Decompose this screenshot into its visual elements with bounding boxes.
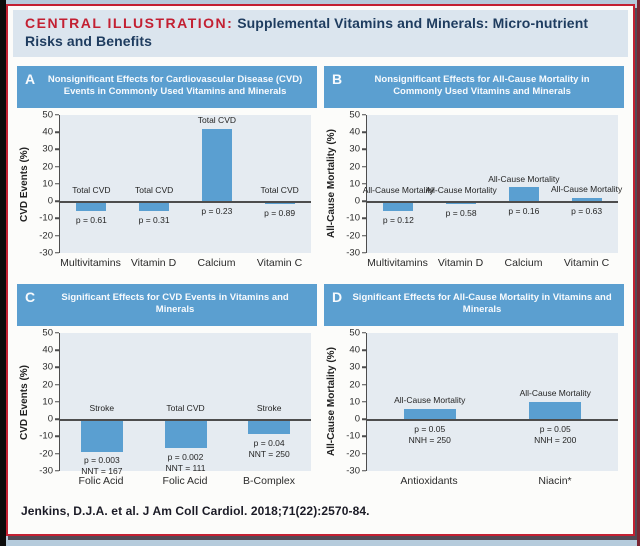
bar (248, 421, 290, 435)
y-tick-label: -10 (39, 430, 53, 442)
bar (265, 203, 295, 205)
bar-stat-label: p = 0.31 (138, 214, 170, 225)
category-label: Calcium (504, 256, 543, 269)
bar-stat-label: p = 0.003 NNT = 167 (81, 455, 123, 477)
y-tick-label: -10 (39, 212, 53, 224)
panel-d-title: Significant Effects for All-Cause Mortality in Vitamins and Minerals (352, 291, 612, 316)
y-axis-ticks (339, 327, 366, 477)
y-tick-label: 0 (47, 195, 53, 207)
plot-area (366, 333, 618, 471)
y-tick-label: -30 (346, 247, 360, 259)
bar (383, 203, 413, 212)
chart-main (339, 327, 624, 493)
y-tick-label: -30 (39, 247, 53, 259)
bar-label: All-Cause Mortality (362, 185, 435, 196)
chart-main (32, 109, 317, 275)
category-label: Vitamin D (437, 256, 484, 269)
category-labels (59, 257, 311, 269)
category-labels (366, 475, 618, 487)
bar (529, 402, 581, 419)
bar (76, 203, 106, 212)
y-tick-label: -20 (39, 448, 53, 460)
zero-line (366, 419, 618, 421)
y-tick-label: 20 (42, 379, 53, 391)
citation: Jenkins, D.J.A. et al. J Am Coll Cardiol. 2018;71(22):2570-84. (21, 503, 370, 518)
panel-d-letter: D (332, 288, 343, 305)
panel-d (324, 284, 624, 493)
y-tick-label: 10 (349, 396, 360, 408)
bar-stat-label: p = 0.002 NNT = 111 (165, 451, 206, 473)
y-axis-title: All-Cause Mortality (%) (326, 129, 337, 239)
y-tick-label: 30 (349, 143, 360, 155)
bar-stat-label: p = 0.63 (571, 206, 603, 217)
y-axis-title: CVD Events (%) (19, 364, 30, 440)
panel-a-header (17, 66, 317, 108)
panel-b-header (324, 66, 624, 108)
y-tick-label: -10 (346, 430, 360, 442)
y-axis-title: All-Cause Mortality (%) (326, 347, 337, 457)
y-tick-label: -30 (346, 465, 360, 477)
y-tick-label: -30 (39, 465, 53, 477)
bar-stat-label: p = 0.04 NNT = 250 (248, 437, 290, 459)
category-label: Calcium (197, 256, 236, 269)
figure-card (6, 4, 635, 536)
plot-area (59, 333, 311, 477)
bar (509, 187, 539, 201)
bar-label: Total CVD (197, 115, 236, 125)
chart-main (339, 109, 624, 275)
bar-label: All-Cause Mortality (394, 395, 466, 406)
panel-a-chart (17, 109, 317, 275)
panel-b-title: Nonsignificant Effects for All-Cause Mortality in Commonly Used Vitamins and Minerals (374, 73, 590, 98)
panel-d-header (324, 284, 624, 326)
central-illustration-label: CENTRAL ILLUSTRATION: (25, 15, 234, 31)
figure-title-text: Supplemental Vitamins and Minerals: Micro-nutrient Risks and Benefits (25, 15, 589, 49)
bar-stat-label: p = 0.05 NNH = 200 (534, 424, 577, 446)
category-label: Multivitamins (60, 256, 121, 269)
bar-stat-label: p = 0.05 NNH = 250 (408, 424, 451, 446)
y-tick-label: 20 (349, 379, 360, 391)
y-tick-label: 40 (42, 126, 53, 138)
bar-label: Stroke (256, 403, 282, 414)
category-label: Multivitamins (367, 256, 428, 269)
y-tick-label: 30 (42, 361, 53, 373)
plot-area (362, 115, 623, 253)
panel-a-title: Nonsignificant Effects for Cardiovascular Disease (CVD) Events in Commonly Used Vitamins and Minerals (47, 73, 303, 98)
bar-label: Total CVD (166, 403, 205, 414)
y-tick-label: 0 (354, 413, 360, 425)
y-tick-label: 10 (42, 178, 53, 190)
y-tick-label: 30 (42, 143, 53, 155)
bar (404, 409, 456, 419)
y-tick-label: 10 (349, 178, 360, 190)
figure-title-band (13, 10, 628, 57)
y-tick-label: 10 (42, 396, 53, 408)
category-label: Folic Acid (78, 474, 124, 487)
category-label: Niacin* (538, 474, 572, 487)
bar-label: Total CVD (72, 185, 111, 196)
panels-grid (17, 66, 624, 493)
bar (446, 203, 476, 205)
bar-stat-label: p = 0.12 (382, 214, 414, 225)
y-tick-label: 20 (42, 161, 53, 173)
plot-area (59, 115, 311, 253)
bar-label: All-Cause Mortality (550, 184, 623, 194)
panel-c-letter: C (25, 288, 36, 305)
plot-row (32, 327, 317, 477)
category-label: Folic Acid (162, 474, 208, 487)
y-tick-label: -10 (346, 212, 360, 224)
panel-d-chart (324, 327, 624, 493)
panel-b (324, 66, 624, 275)
y-tick-label: -20 (346, 448, 360, 460)
bar-label: Total CVD (260, 185, 299, 196)
y-tick-label: 40 (349, 344, 360, 356)
plot-row (339, 327, 624, 477)
category-label: Vitamin C (256, 256, 303, 269)
chart-main (32, 327, 317, 493)
panel-c (17, 284, 317, 493)
y-axis-ticks (32, 327, 59, 477)
category-labels (366, 257, 618, 269)
y-tick-label: 50 (349, 327, 360, 339)
bar-label: All-Cause Mortality (425, 185, 497, 196)
bar-label: All-Cause Mortality (519, 388, 591, 399)
y-tick-label: 30 (349, 361, 360, 373)
bar-label: All-Cause Mortality (488, 173, 560, 184)
bar-stat-label: p = 0.16 (508, 206, 540, 217)
bar-label: Total CVD (134, 185, 174, 196)
y-tick-label: 50 (349, 109, 360, 121)
bar (202, 129, 232, 201)
bar-stat-label: p = 0.58 (445, 207, 477, 218)
y-tick-label: -20 (39, 230, 53, 242)
panel-c-header (17, 284, 317, 326)
panel-a-letter: A (25, 70, 36, 87)
bar-stat-label: p = 0.23 (201, 206, 233, 217)
y-tick-label: 40 (349, 126, 360, 138)
y-tick-label: 0 (354, 195, 360, 207)
category-label: Antioxidants (400, 474, 458, 487)
bar-stat-label: p = 0.89 (264, 207, 296, 218)
y-tick-label: 50 (42, 327, 53, 339)
category-label: Vitamin D (130, 256, 177, 269)
plot-row (339, 109, 624, 259)
y-tick-label: 50 (42, 109, 53, 121)
y-tick-label: 20 (349, 161, 360, 173)
y-tick-label: -20 (346, 230, 360, 242)
bar (572, 198, 602, 201)
bar-stat-label: p = 0.61 (75, 214, 107, 225)
category-label: B-Complex (243, 474, 295, 487)
bar (139, 203, 169, 212)
panel-b-chart (324, 109, 624, 275)
plot-row (32, 109, 317, 259)
panel-b-letter: B (332, 70, 343, 87)
panel-c-title: Significant Effects for CVD Events in Vitamins and Minerals (61, 291, 289, 316)
bar (165, 421, 207, 449)
panel-c-chart (17, 327, 317, 493)
y-axis-ticks (32, 109, 59, 259)
y-tick-label: 40 (42, 344, 53, 356)
y-tick-label: 0 (47, 413, 53, 425)
category-label: Vitamin C (563, 256, 610, 269)
y-axis-ticks (339, 109, 366, 259)
panel-a (17, 66, 317, 275)
bar-label: Stroke (89, 403, 115, 414)
y-axis-title: CVD Events (%) (19, 146, 30, 222)
bar (81, 421, 123, 452)
